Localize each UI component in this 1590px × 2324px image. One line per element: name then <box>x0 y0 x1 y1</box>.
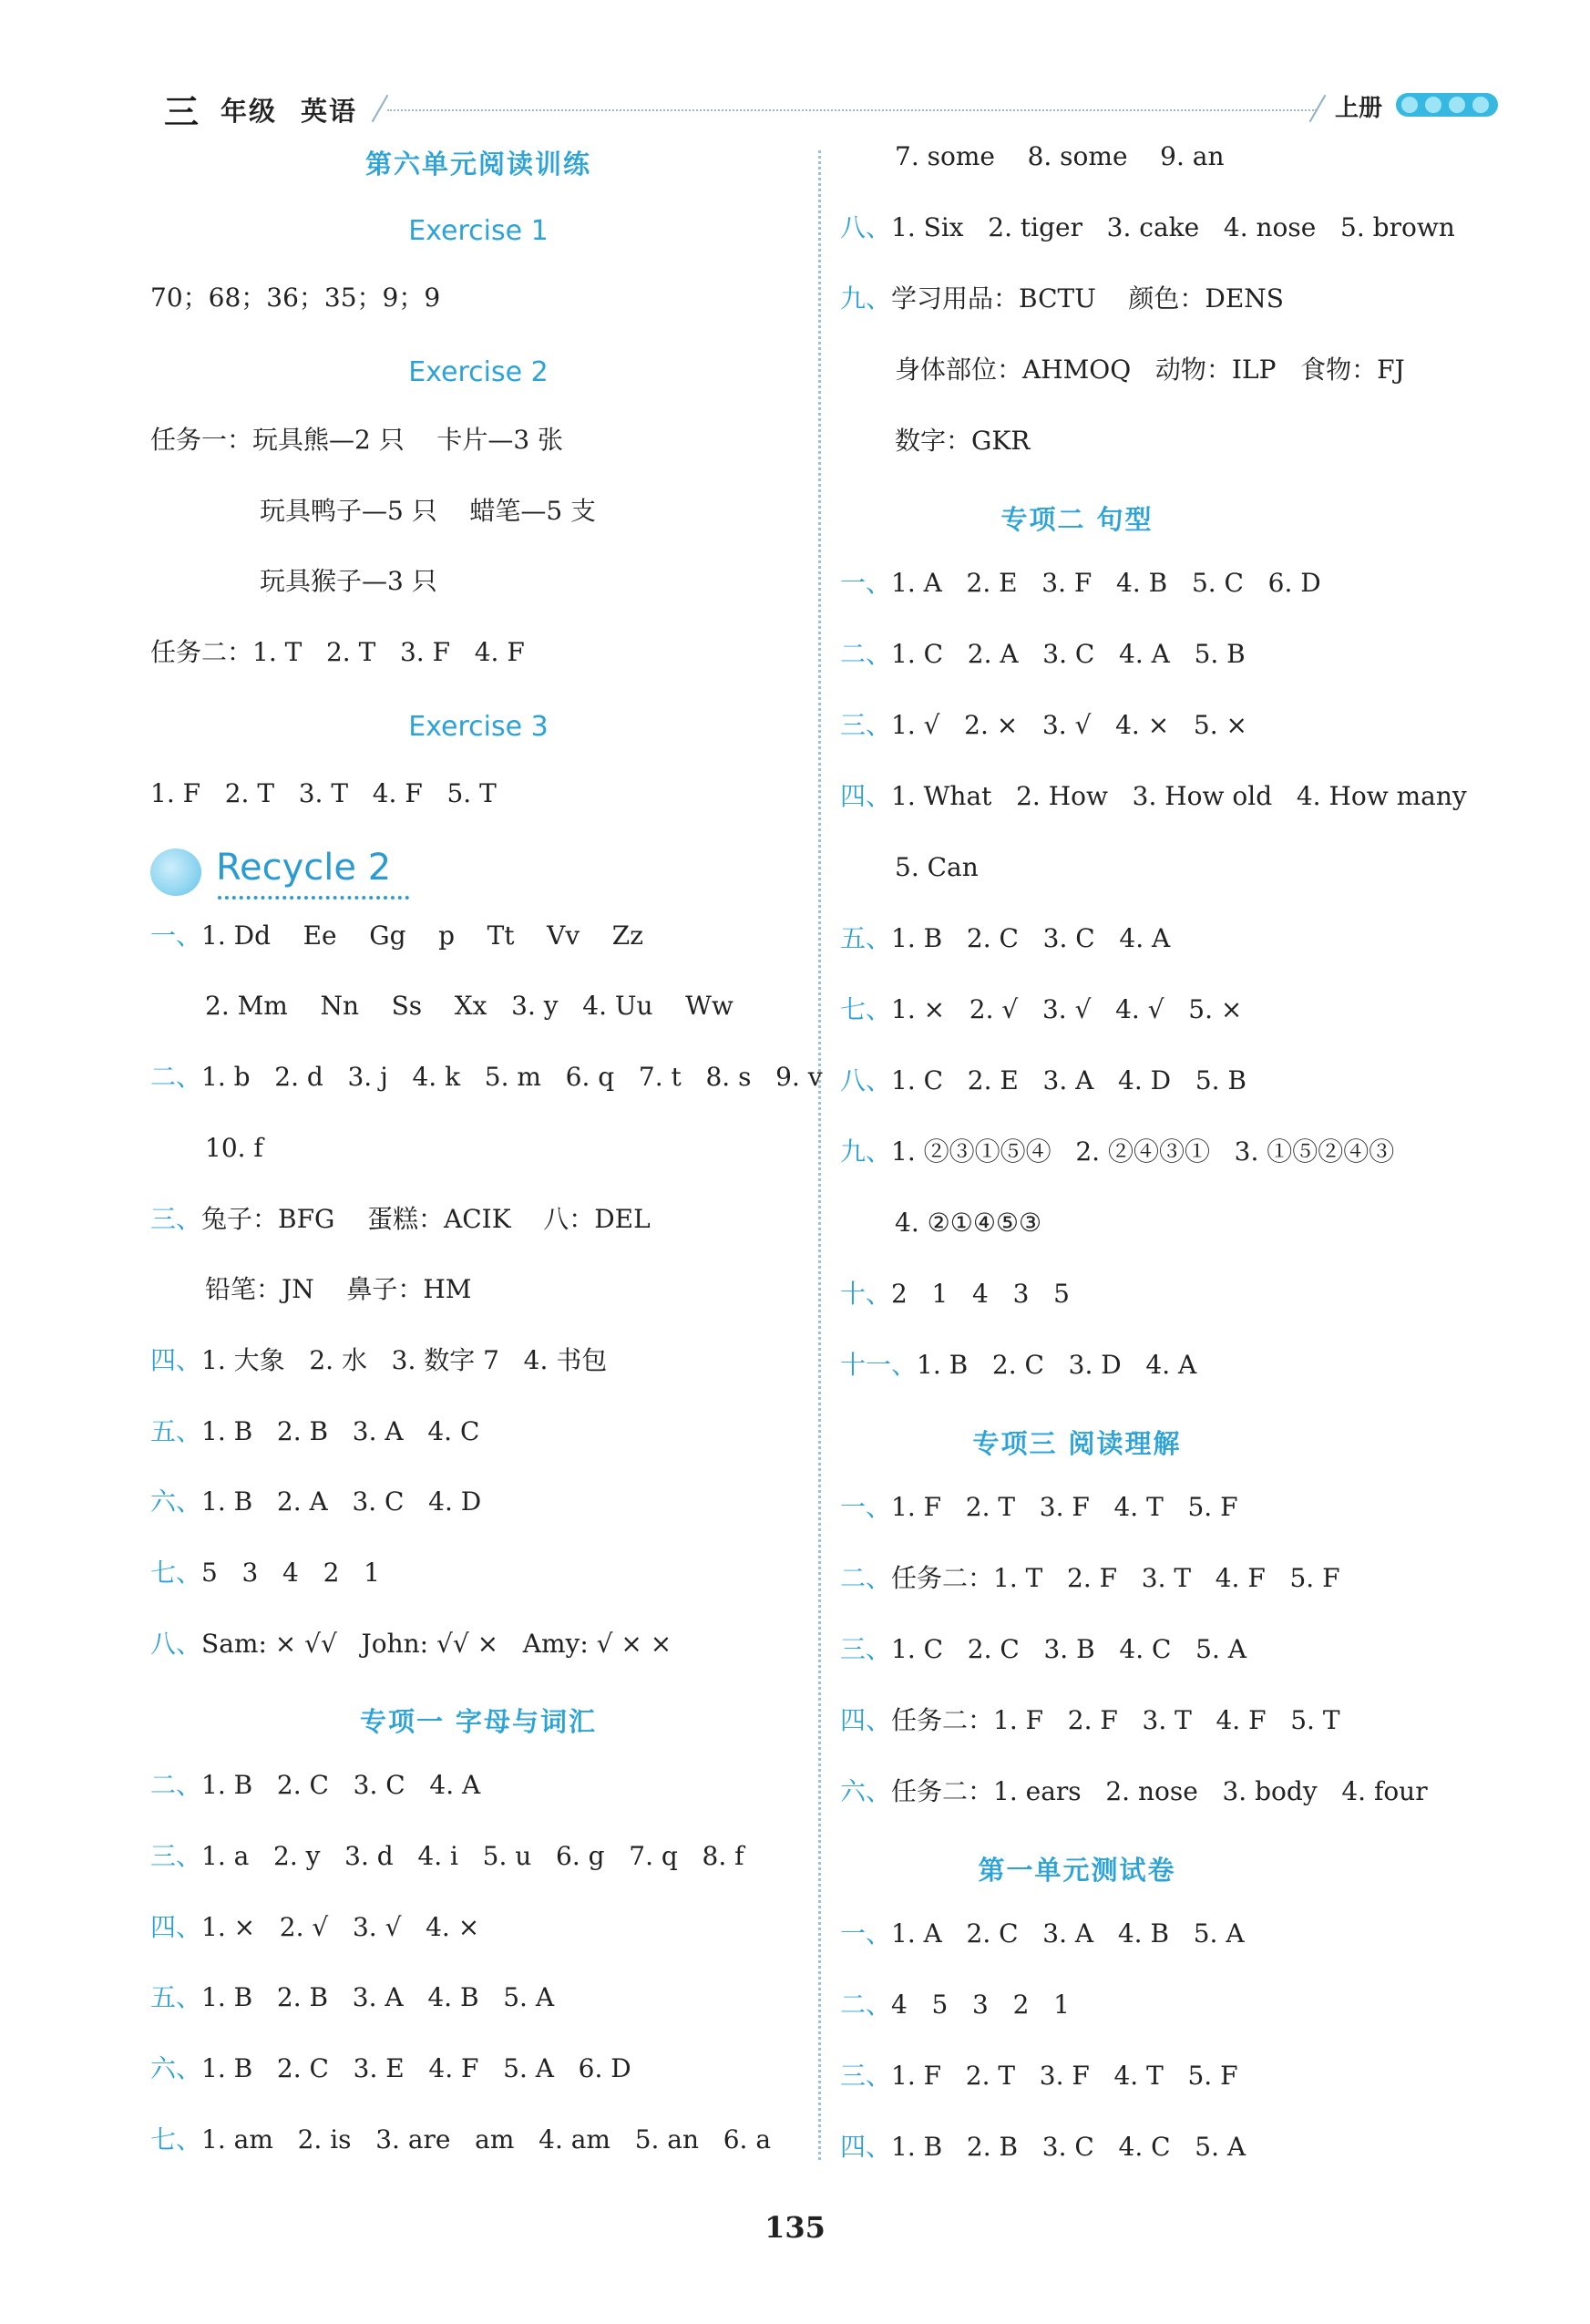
question-number: 一、 <box>840 1918 892 1949</box>
answer-line <box>260 493 596 530</box>
question-number: 一、 <box>840 568 892 598</box>
answer-line <box>840 920 1170 957</box>
answer-text: 1. √ 2. × 3. √ 4. × 5. × <box>891 710 1247 740</box>
answer-text: 10. f <box>205 1132 263 1163</box>
answer-line <box>150 1484 481 1520</box>
answer-line <box>895 849 979 886</box>
question-number: 六、 <box>150 1486 202 1517</box>
answer-line <box>840 565 1321 602</box>
answer-line <box>150 776 497 812</box>
answer-text: 1. b 2. d 3. j 4. k 5. m 6. q 7. t 8. s 9. v <box>201 1062 823 1093</box>
answer-text: 1. B 2. C 3. D 4. A <box>917 1350 1197 1380</box>
answer-text: 1. F 2. T 3. T 4. F 5. T <box>150 778 497 809</box>
answer-line <box>150 1838 744 1875</box>
answer-line <box>840 1916 1245 1952</box>
question-number: 二、 <box>840 1563 892 1593</box>
answer-text: 任务二：1. F 2. F 3. T 4. F 5. T <box>891 1705 1340 1735</box>
answer-line <box>840 1063 1246 1099</box>
recycle-title: Recycle 2 <box>216 847 392 889</box>
answer-line <box>840 1276 1070 1312</box>
answer-line <box>895 352 1405 388</box>
answer-text: 2 1 4 3 5 <box>891 1279 1070 1309</box>
answer-text: 7. some 8. some 9. an <box>895 141 1225 171</box>
answer-line <box>840 1702 1340 1739</box>
answer-line <box>840 210 1455 246</box>
question-number: 四、 <box>150 1911 202 1942</box>
answer-line <box>895 1205 1041 1241</box>
answer-text: 5 3 4 2 1 <box>201 1558 380 1588</box>
question-number: 五、 <box>840 923 892 953</box>
answer-text: 1. × 2. √ 3. √ 4. × <box>201 1911 480 1942</box>
answer-line <box>150 2051 631 2087</box>
question-number: 二、 <box>840 1990 892 2020</box>
answer-line <box>895 139 1224 175</box>
answer-text: 任务一：玩具熊—2 只 卡片—3 张 <box>150 424 564 455</box>
answer-text: 身体部位：AHMOQ 动物：ILP 食物：FJ <box>895 355 1405 385</box>
answer-text: 2. Mm Nn Ss Xx 3. y 4. Uu Ww <box>205 991 733 1022</box>
answer-line <box>840 1489 1238 1526</box>
answer-line <box>150 1767 480 1804</box>
answer-text: 1. F 2. T 3. F 4. T 5. F <box>891 1492 1238 1522</box>
answer-line <box>150 918 643 954</box>
answer-line <box>840 2129 1246 2165</box>
question-number: 二、 <box>150 1062 202 1093</box>
page-number: 135 <box>764 2210 826 2245</box>
answer-text: Sam: × √√ John: √√ × Amy: √ × × <box>201 1628 672 1659</box>
question-number: 六、 <box>840 1776 892 1806</box>
section-heading: 专项一 字母与词汇 <box>359 1706 598 1738</box>
answer-line <box>840 636 1246 673</box>
question-number: 十、 <box>840 1279 892 1309</box>
answer-line <box>150 1980 554 2016</box>
answer-line <box>150 280 440 316</box>
question-number: 三、 <box>840 710 892 740</box>
header-slash-decoration <box>1309 95 1327 122</box>
answer-line <box>150 1342 607 1379</box>
answer-text: 1. ②③①⑤④ 2. ②④③① 3. ①⑤②④③ <box>891 1136 1395 1167</box>
answer-text: 任务二：1. ears 2. nose 3. body 4. four <box>891 1776 1428 1806</box>
answer-line <box>840 1774 1428 1810</box>
question-number: 七、 <box>840 994 892 1024</box>
section-heading: 第六单元阅读训练 <box>364 149 591 180</box>
section-heading: 专项二 句型 <box>1000 504 1154 535</box>
answer-text: 1. B 2. B 3. A 4. B 5. A <box>201 1982 555 2013</box>
question-number: 七、 <box>150 2123 202 2154</box>
answer-text: 1. C 2. C 3. B 4. C 5. A <box>891 1634 1246 1664</box>
question-number: 一、 <box>150 920 202 951</box>
exercise-heading: Exercise 2 <box>408 356 549 389</box>
answer-line <box>150 1909 479 1946</box>
answer-text: 1. C 2. A 3. C 4. A 5. B <box>891 639 1246 669</box>
question-number: 六、 <box>150 2052 202 2083</box>
question-number: 三、 <box>840 1634 892 1664</box>
answer-line <box>150 1059 823 1095</box>
section-heading: 第一单元测试卷 <box>978 1855 1176 1886</box>
answer-text: 任务二：1. T 2. T 3. F 4. F <box>150 636 525 667</box>
answer-line <box>840 992 1242 1028</box>
answer-line <box>840 1134 1394 1170</box>
answer-text: 1. B 2. A 3. C 4. D <box>201 1486 482 1517</box>
header-volume: 上册 <box>1335 95 1383 122</box>
answer-text: 5. Can <box>895 852 979 882</box>
question-number: 二、 <box>150 1770 202 1801</box>
answer-text: 1. B 2. C 3. C 4. A <box>201 1770 481 1801</box>
column-divider <box>818 150 821 2160</box>
answer-line <box>840 778 1467 815</box>
answer-text: 1. Dd Ee Gg p Tt Vv Zz <box>201 920 644 951</box>
question-number: 九、 <box>840 283 892 314</box>
answer-text: 铅笔：JN 鼻子：HM <box>205 1274 472 1305</box>
answer-text: 兔子：BFG 蛋糕：ACIK 八：DEL <box>201 1203 651 1234</box>
answer-text: 数字：GKR <box>895 426 1031 456</box>
answer-text: 70；68；36；35；9；9 <box>150 283 441 314</box>
answer-line <box>840 1987 1070 2023</box>
answer-line <box>840 1560 1340 1597</box>
recycle-bubble-icon <box>150 848 201 896</box>
answer-line <box>150 1201 651 1238</box>
header-slash-decoration <box>372 95 389 122</box>
answer-line <box>150 1555 380 1591</box>
question-number: 四、 <box>840 781 892 811</box>
question-number: 五、 <box>150 1415 202 1446</box>
answer-line <box>150 1626 672 1662</box>
question-number: 三、 <box>150 1203 202 1234</box>
question-number: 四、 <box>840 1705 892 1735</box>
header-subject: 英语 <box>301 96 358 127</box>
question-number: 一、 <box>840 1492 892 1522</box>
header-dots-badge <box>1396 93 1498 117</box>
answer-line <box>150 634 525 671</box>
question-number: 三、 <box>150 1840 202 1871</box>
exercise-heading: Exercise 3 <box>408 710 549 743</box>
question-number: 五、 <box>150 1982 202 2013</box>
answer-line <box>150 2122 771 2158</box>
header-dotted-rule <box>387 109 1317 111</box>
answer-line <box>150 1414 479 1450</box>
question-number: 十一、 <box>840 1350 918 1380</box>
question-number: 八、 <box>840 212 892 242</box>
answer-line <box>205 1130 263 1167</box>
answer-text: 4 5 3 2 1 <box>891 1990 1070 2020</box>
question-number: 三、 <box>840 2061 892 2091</box>
answer-text: 玩具鸭子—5 只 蜡笔—5 支 <box>260 495 597 526</box>
answer-text: 1. Six 2. tiger 3. cake 4. nose 5. brown <box>891 212 1455 242</box>
answer-text: 1. C 2. E 3. A 4. D 5. B <box>891 1065 1247 1095</box>
answer-line <box>840 1347 1196 1383</box>
answer-text: 1. B 2. C 3. C 4. A <box>891 923 1171 953</box>
answer-line <box>205 1271 471 1308</box>
answer-text: 4. ②①④⑤③ <box>895 1208 1042 1238</box>
question-number: 四、 <box>840 2132 892 2162</box>
header-grade-number: 三 <box>164 91 200 132</box>
question-number: 四、 <box>150 1344 202 1375</box>
header-grade-label: 年级 <box>221 96 278 127</box>
answer-text: 学习用品：BCTU 颜色：DENS <box>891 283 1284 314</box>
exercise-heading: Exercise 1 <box>408 214 549 247</box>
question-number: 二、 <box>840 639 892 669</box>
answer-text: 1. am 2. is 3. are am 4. am 5. an 6. a <box>201 2123 772 2154</box>
answer-line <box>205 988 733 1024</box>
answer-line <box>840 707 1247 744</box>
answer-text: 1. B 2. B 3. C 4. C 5. A <box>891 2132 1246 2162</box>
section-heading: 专项三 阅读理解 <box>972 1428 1182 1459</box>
answer-text: 1. What 2. How 3. How old 4. How many <box>891 781 1467 811</box>
answer-line <box>150 422 563 458</box>
answer-line <box>840 1631 1246 1668</box>
question-number: 七、 <box>150 1558 202 1588</box>
answer-line <box>840 2058 1238 2094</box>
answer-text: 1. × 2. √ 3. √ 4. √ 5. × <box>891 994 1243 1024</box>
answer-text: 1. F 2. T 3. F 4. T 5. F <box>891 2061 1238 2091</box>
page-header <box>164 84 1485 132</box>
answer-text: 1. A 2. C 3. A 4. B 5. A <box>891 1918 1245 1949</box>
answer-line <box>260 563 437 600</box>
question-number: 八、 <box>150 1628 202 1659</box>
question-number: 八、 <box>840 1065 892 1095</box>
answer-line <box>840 281 1284 317</box>
answer-text: 1. A 2. E 3. F 4. B 5. C 6. D <box>891 568 1321 598</box>
recycle-underline <box>218 896 409 900</box>
answer-text: 玩具猴子—3 只 <box>260 566 437 597</box>
answer-line <box>895 423 1030 459</box>
answer-text: 1. B 2. B 3. A 4. C <box>201 1415 480 1446</box>
answer-text: 1. B 2. C 3. E 4. F 5. A 6. D <box>201 2052 631 2083</box>
answer-text: 1. a 2. y 3. d 4. i 5. u 6. g 7. q 8. f <box>201 1840 744 1871</box>
answer-text: 1. 大象 2. 水 3. 数字 7 4. 书包 <box>201 1344 608 1375</box>
question-number: 九、 <box>840 1136 892 1167</box>
recycle-heading <box>150 845 424 900</box>
answer-text: 任务二：1. T 2. F 3. T 4. F 5. F <box>891 1563 1340 1593</box>
